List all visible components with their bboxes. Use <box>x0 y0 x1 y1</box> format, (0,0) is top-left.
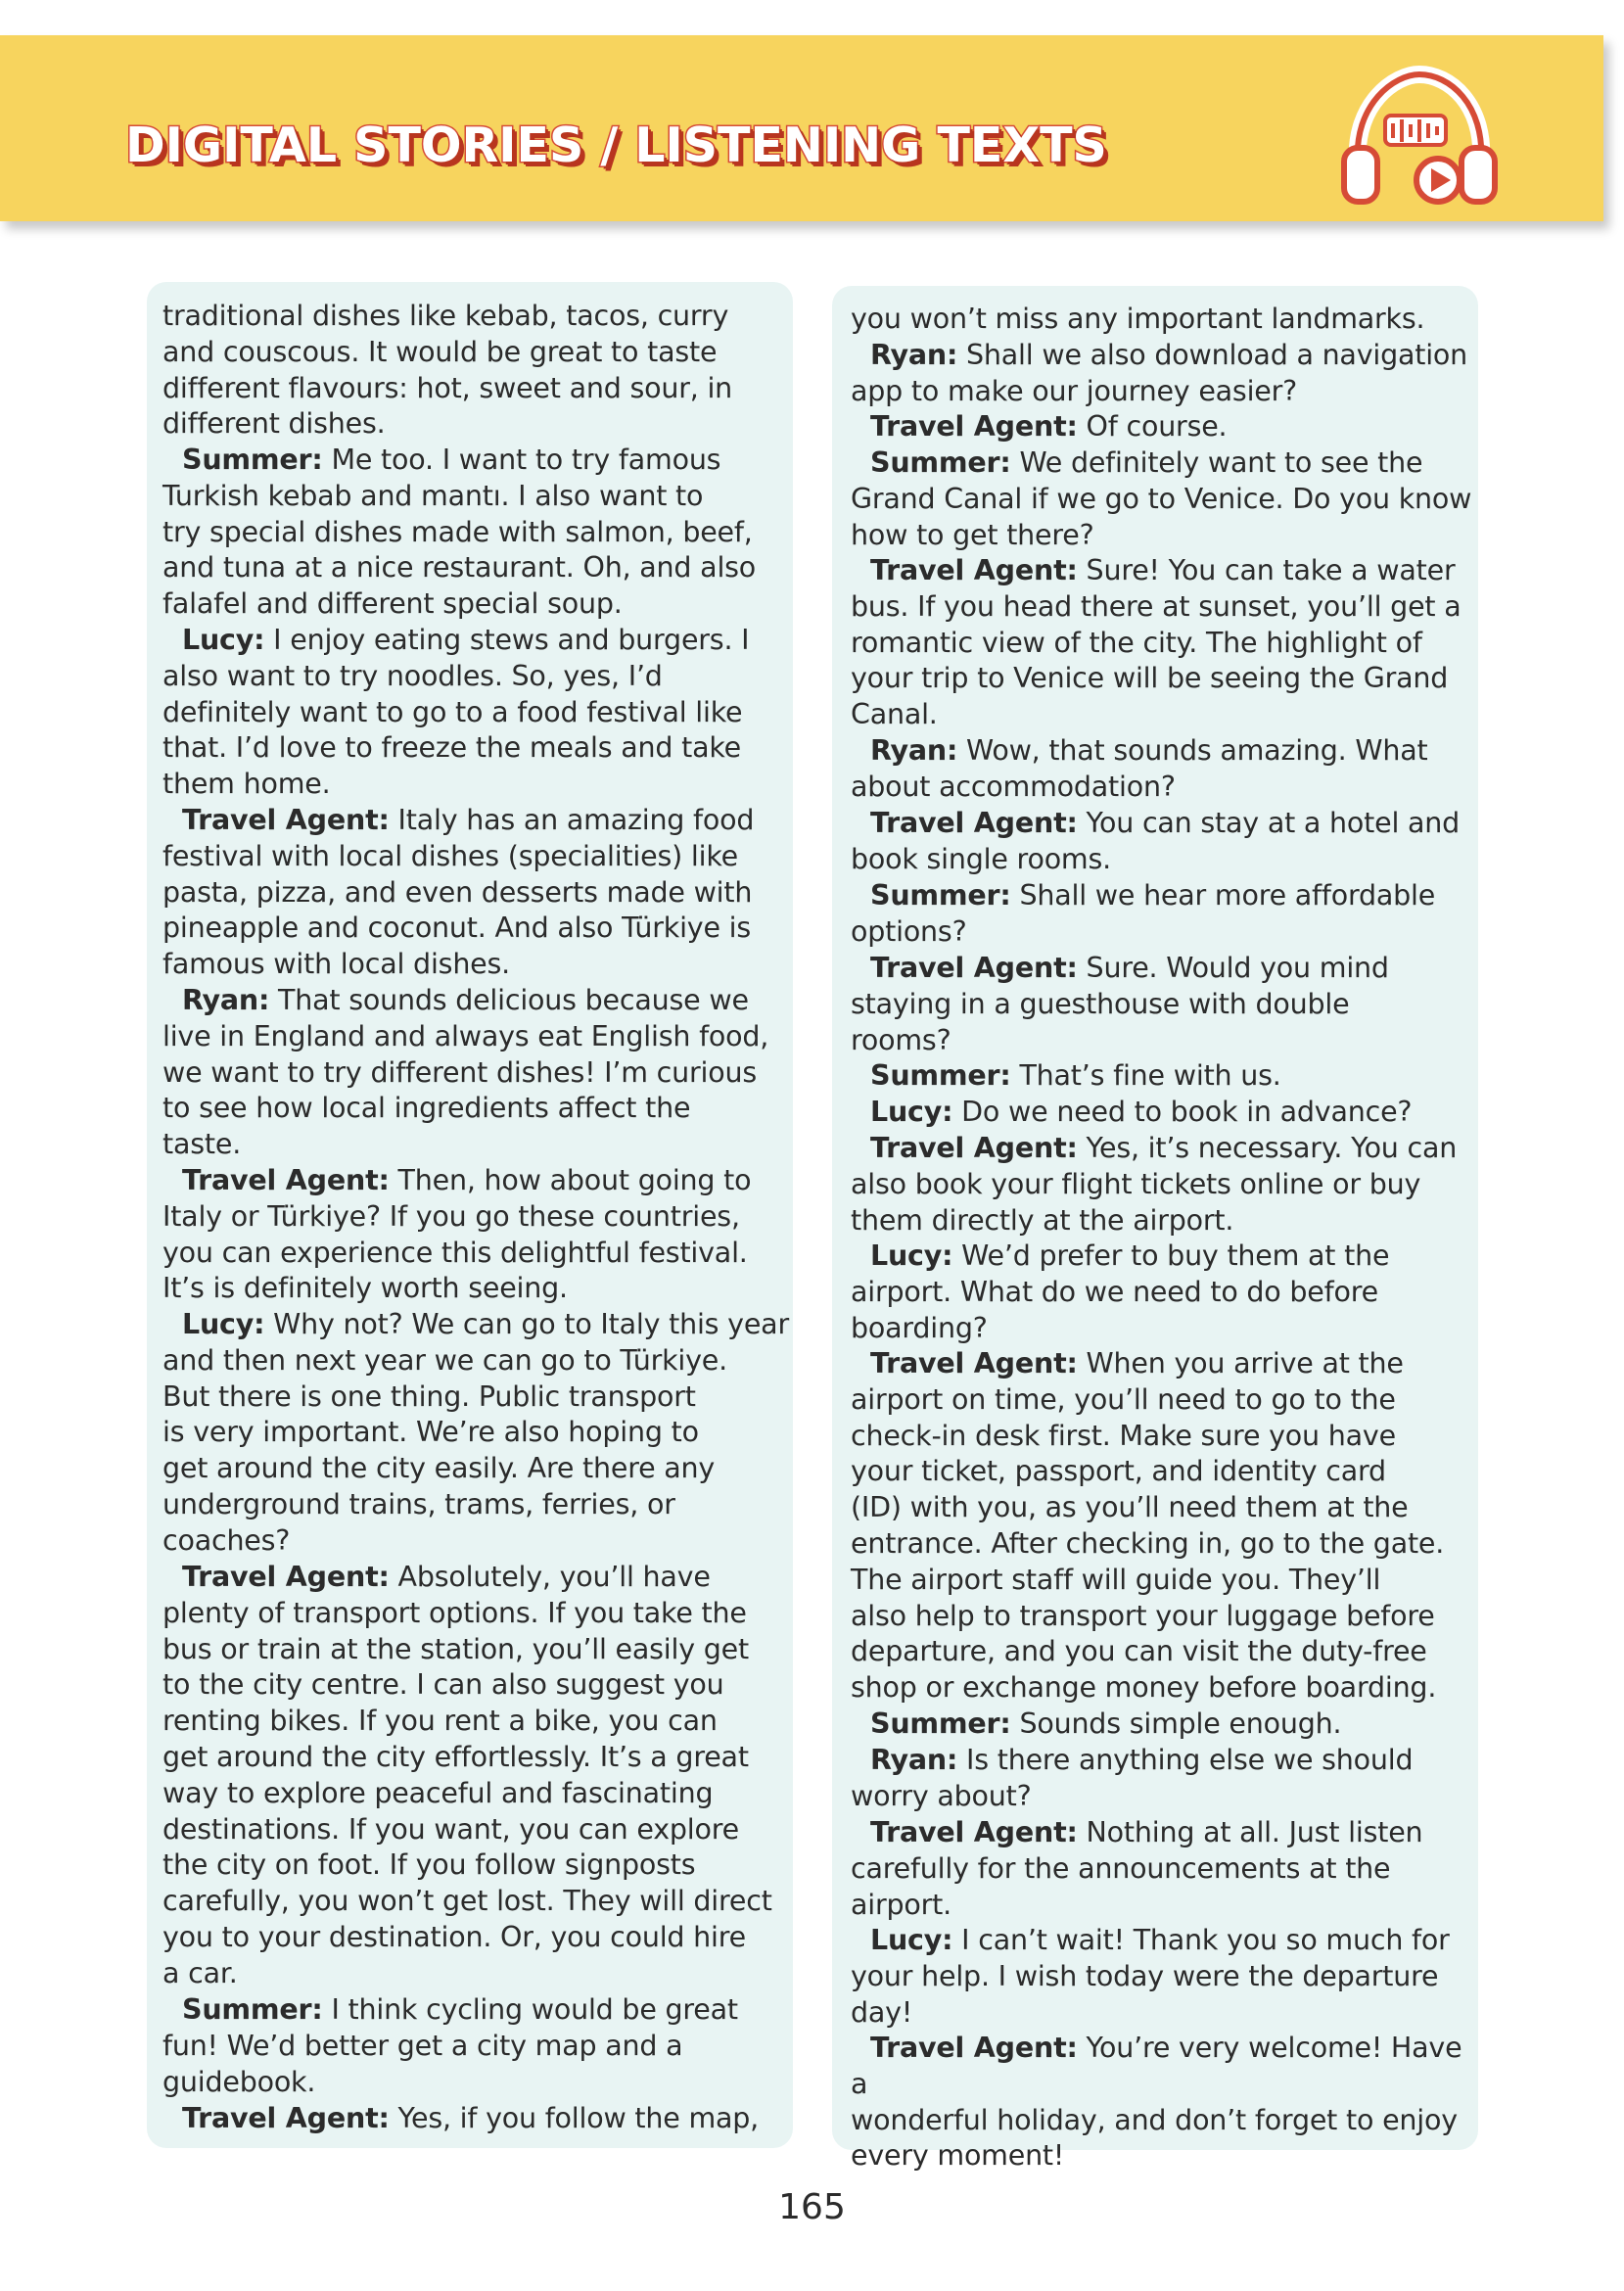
dialogue-paragraph: Summer: I think cycling would be great fun! We’d better get a city map and a guidebook. <box>162 1993 738 2098</box>
dialogue-paragraph: Ryan: That sounds delicious because we live in England and always eat English food, we want to try different dishes! I’m curious to see how local ingredients affect the taste. <box>162 984 769 1161</box>
dialogue-paragraph: Summer: Shall we hear more affordable options? <box>851 879 1436 948</box>
dialogue-paragraph: Lucy: We’d prefer to buy them at the airport. What do we need to do before boarding? <box>851 1239 1390 1344</box>
dialogue-paragraph: Summer: Me too. I want to try famous Turkish kebab and mantı. I also want to try special dishes made with salmon, beef, and tuna at a nice restaurant. Oh, and also falafel and different special soup. <box>162 444 757 621</box>
dialogue-paragraph: Travel Agent: You can stay at a hotel and book single rooms. <box>851 807 1461 875</box>
dialogue-paragraph: Travel Agent: Yes, if you follow the map, <box>182 2102 760 2134</box>
page-title: DIGITAL STORIES / LISTENING TEXTS <box>125 117 1107 173</box>
left-text-column <box>147 282 793 2148</box>
dialogue-paragraph: traditional dishes like kebab, tacos, curry and couscous. It would be great to taste different flavours: hot, sweet and sour, in different dishes. <box>162 300 733 441</box>
dialogue-paragraph: Ryan: Shall we also download a navigation app to make our journey easier? <box>851 339 1468 407</box>
dialogue-paragraph: you won’t miss any important landmarks. <box>851 303 1425 335</box>
dialogue-paragraph: Summer: We definitely want to see the Grand Canal if we go to Venice. Do you know how to get there? <box>851 446 1472 551</box>
dialogue-paragraph: Lucy: I can’t wait! Thank you so much for your help. I wish today were the departure day! <box>851 1924 1450 2029</box>
right-text-column <box>832 286 1478 2173</box>
dialogue-paragraph: Travel Agent: Absolutely, you’ll have plenty of transport options. If you take the bus or train at the station, you’ll easily get to the city centre. I can also suggest you renting bikes. If you rent a bike, you can get around the city effortlessly. It’s a great way to explore peaceful and fascinating destinations. If you want, you can explore the city on foot. If you follow signposts carefully, you won’t get lost. They will direct you to your destination. Or, you could hire a car. <box>162 1561 772 1989</box>
dialogue-paragraph: Ryan: Is there anything else we should worry about? <box>851 1744 1414 1812</box>
dialogue-paragraph: Summer: That’s fine with us. <box>870 1059 1281 1092</box>
dialogue-paragraph: Travel Agent: Of course. <box>870 410 1228 443</box>
dialogue-paragraph: Ryan: Wow, that sounds amazing. What about accommodation? <box>851 734 1428 803</box>
dialogue-paragraph: Lucy: Do we need to book in advance? <box>870 1096 1413 1128</box>
dialogue-paragraph: Travel Agent: You’re very welcome! Have a wonderful holiday, and don’t forget to enjoy every moment! <box>851 2032 1462 2173</box>
headphones-play-icon <box>1336 65 1503 216</box>
dialogue-paragraph: Travel Agent: Italy has an amazing food festival with local dishes (specialities) like pasta, pizza, and even desserts made with pineapple and coconut. And also Türkiye is famous with local dishes. <box>162 804 755 981</box>
dialogue-paragraph: Travel Agent: Then, how about going to Italy or Türkiye? If you go these countries, you can experience this delightful festival. It’s is definitely worth seeing. <box>162 1164 752 1305</box>
dialogue-paragraph: Travel Agent: When you arrive at the airport on time, you’ll need to go to the check-in desk first. Make sure you have your ticket, passport, and identity card (ID) with you, as you’ll need them at the entrance. After checking in, go to the gate. The airport staff will guide you. They’ll also help to transport your luggage before departure, and you can visit the duty-free shop or exchange money before boarding. <box>851 1347 1445 1705</box>
dialogue-paragraph: Travel Agent: Sure. Would you mind staying in a guesthouse with double rooms? <box>851 952 1389 1056</box>
page-number: 165 <box>778 2187 846 2227</box>
dialogue-paragraph: Travel Agent: Yes, it’s necessary. You can also book your flight tickets online or buy them directly at the airport. <box>851 1132 1458 1237</box>
dialogue-paragraph: Travel Agent: Sure! You can take a water bus. If you head there at sunset, you’ll get a romantic view of the city. The highlight of your trip to Venice will be seeing the Grand Canal. <box>851 554 1462 731</box>
dialogue-paragraph: Travel Agent: Nothing at all. Just listen carefully for the announcements at the airport. <box>851 1816 1423 1921</box>
dialogue-paragraph: Summer: Sounds simple enough. <box>870 1707 1342 1740</box>
dialogue-paragraph: Lucy: I enjoy eating stews and burgers. I also want to try noodles. So, yes, I’d definitely want to go to a food festival like that. I’d love to freeze the meals and take them home. <box>162 624 750 801</box>
dialogue-paragraph: Lucy: Why not? We can go to Italy this year and then next year we can go to Türkiye. But there is one thing. Public transport is very important. We’re also hoping to get around the city easily. Are there any underground trains, trams, ferries, or coaches? <box>162 1308 789 1557</box>
